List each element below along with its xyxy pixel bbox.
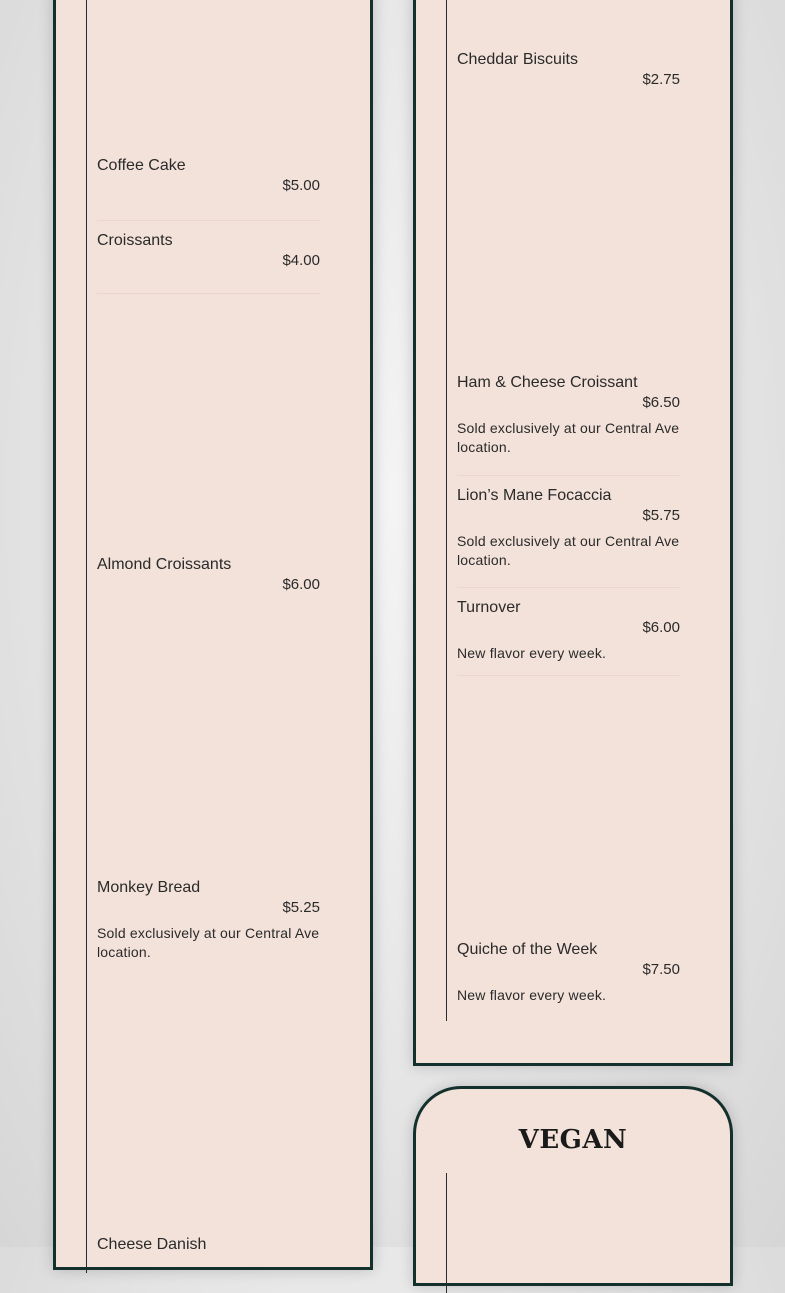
menu-panel-right (413, 0, 733, 1066)
divider-line (446, 1173, 447, 1293)
menu-item-lions-mane-focaccia (457, 486, 680, 570)
vegan-section-panel (413, 1086, 733, 1286)
item-name: Lion’s Mane Focaccia (457, 487, 612, 504)
item-separator (457, 587, 680, 588)
item-separator (97, 293, 320, 294)
item-price: $5.25 (282, 899, 320, 916)
menu-item-ham-cheese-croissant (457, 373, 680, 457)
divider-line (86, 0, 87, 1273)
item-name: Ham & Cheese Croissant (457, 374, 638, 391)
item-name: Cheese Danish (97, 1236, 207, 1253)
item-separator (457, 675, 680, 676)
menu-item-almond-croissants (97, 555, 320, 595)
item-price: $7.50 (642, 961, 680, 978)
menu-item-cheese-danish (97, 1235, 320, 1255)
item-description: Sold exclusively at our Central Ave location. (457, 420, 680, 455)
item-name: Turnover (457, 599, 521, 616)
item-separator (97, 220, 320, 221)
item-description: Sold exclusively at our Central Ave location. (97, 925, 320, 960)
item-price: $5.75 (642, 507, 680, 524)
menu-panel-left (53, 0, 373, 1270)
item-price: $6.00 (642, 619, 680, 636)
item-name: Cheddar Biscuits (457, 51, 578, 68)
divider-line (446, 0, 447, 1021)
item-description: Sold exclusively at our Central Ave location. (457, 533, 680, 568)
item-price: $5.00 (282, 177, 320, 194)
item-name: Quiche of the Week (457, 941, 598, 958)
item-description: New flavor every week. (457, 645, 607, 661)
item-price: $2.75 (642, 71, 680, 88)
item-description: New flavor every week. (457, 987, 607, 1003)
item-price: $6.50 (642, 394, 680, 411)
item-price: $4.00 (282, 252, 320, 269)
item-separator (457, 475, 680, 476)
menu-item-monkey-bread (97, 878, 320, 962)
menu-item-turnover (457, 598, 680, 663)
menu-item-cheddar-biscuits (457, 50, 680, 90)
item-name: Croissants (97, 232, 173, 249)
item-name: Coffee Cake (97, 157, 186, 174)
item-price: $6.00 (282, 576, 320, 593)
item-name: Monkey Bread (97, 879, 201, 896)
menu-item-quiche-of-the-week (457, 940, 680, 1005)
section-title: VEGAN (518, 1125, 628, 1155)
menu-item-croissants (97, 231, 320, 271)
item-name: Almond Croissants (97, 556, 232, 573)
menu-item-coffee-cake (97, 156, 320, 196)
